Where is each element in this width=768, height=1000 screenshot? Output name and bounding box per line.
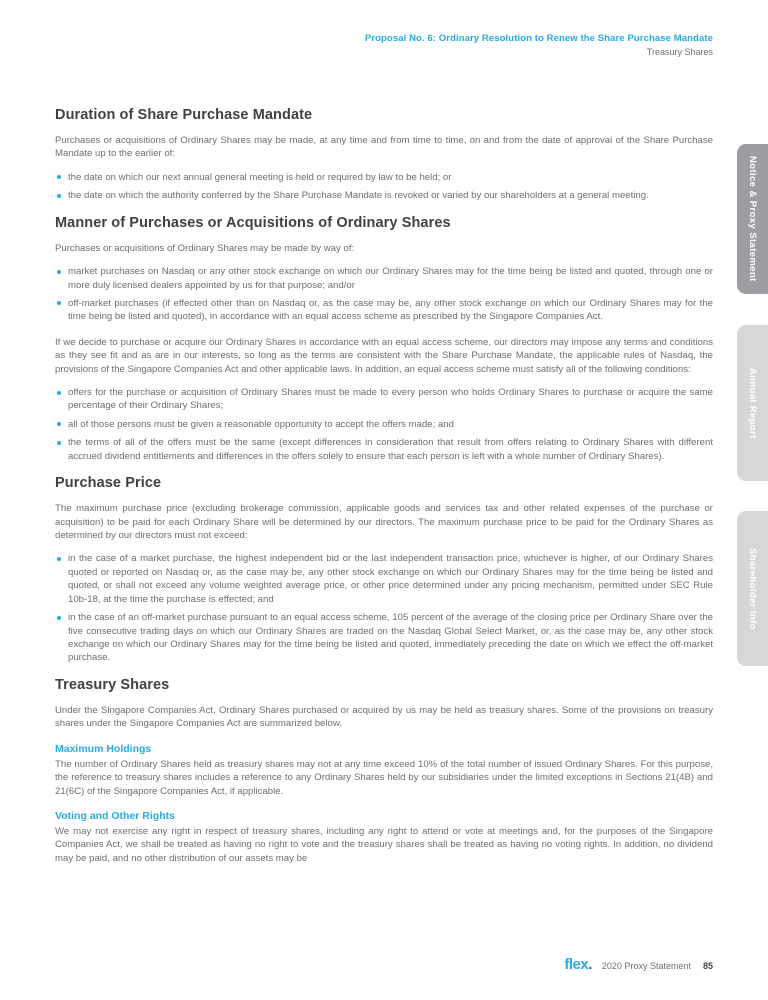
side-tab-shareholder-info[interactable] — [737, 511, 768, 666]
page-content — [55, 0, 713, 875]
bullet-list-duration — [55, 171, 713, 203]
subheading-voting-other-rights: Voting and Other Rights — [55, 809, 175, 822]
header-section-label: Treasury Shares — [646, 47, 713, 57]
bullet-list-manner-1 — [55, 265, 713, 324]
subheading-maximum-holdings: Maximum Holdings — [55, 742, 152, 755]
heading-duration: Duration of Share Purchase Mandate — [55, 107, 313, 123]
paragraph-maximum-holdings: The number of Ordinary Shares held as treasury shares may not at any time exceed 10% of the total number of issued Ordinary Shares. For this purpose, the reference to treasury shares includes a reference to any Ordinary Shares held by our subsidiaries under the limited exceptions in Sections 21(4B) and 21(6C) of the Singapore Companies Act, if applicable. — [55, 758, 713, 797]
side-tab-annual-report[interactable] — [737, 325, 768, 481]
page-number: 85 — [702, 961, 713, 971]
bullet-item: the date on which our next annual general meeting is held or required by law to be held; or — [55, 171, 713, 184]
side-tab-label: Notice & Proxy Statement — [747, 156, 758, 282]
heading-treasury-shares: Treasury Shares — [55, 676, 170, 693]
paragraph-manner-intro: Purchases or acquisitions of Ordinary Shares may be made by way of: — [55, 242, 355, 254]
bullet-item: in the case of an off-market purchase pursuant to an equal access scheme, 105 percent of the average of the closing price per Ordinary Share over the five consecutive trading days on which our Ordinary Shares are traded on the Nasdaq Global Select Market, or, as the case may be, any other stock exchange on which our Ordinary Shares may for the time being be listed and quoted, immediately preceding the date on which we effect the off-market purchase. — [55, 611, 713, 665]
bullet-item: off-market purchases (if effected other than on Nasdaq or, as the case may be, any other stock exchange on which our Ordinary Shares may for the time being be listed and quoted), in accordance with an equal access scheme as prescribed by the Singapore Companies Act. — [55, 297, 713, 324]
breadcrumb: Proposal No. 6: Ordinary Resolution to Renew the Share Purchase Mandate — [364, 33, 713, 44]
bullet-item: offers for the purchase or acquisition of Ordinary Shares must be made to every person who holds Ordinary Shares to purchase or acquire the same percentage of their Ordinary Shares; — [55, 386, 713, 413]
paragraph-treasury-intro: Under the Singapore Companies Act, Ordinary Shares purchased or acquired by us may be held as treasury shares. Some of the provisions on treasury shares under the Singapore Companies Act are summarized below. — [55, 704, 713, 730]
paragraph-purchase-price-intro: The maximum purchase price (excluding brokerage commission, applicable goods and services tax and other related expenses of the purchase or acquisition) to be paid for each Ordinary Share will be determined by our directors. The maximum purchase price to be paid for the Ordinary Shares as determined by our directors must not exceed: — [55, 503, 713, 542]
paragraph-duration-intro: Purchases or acquisitions of Ordinary Shares may be made, at any time and from time to time, on and from the date of approval of the Share Purchase Mandate up to the earlier of: — [55, 135, 713, 160]
page-footer — [564, 956, 713, 973]
bullet-item: the terms of all of the offers must be the same (except differences in consideration that result from offers relating to Ordinary Shares with different accrued dividend entitlements and differences in the offers solely to ensure that each person is left with a whole number of Ordinary Shares). — [55, 436, 713, 463]
heading-purchase-price: Purchase Price — [55, 475, 162, 492]
flex-logo-dot: . — [588, 956, 592, 973]
side-tab-label: Shareholder Info — [747, 547, 758, 630]
bullet-item: in the case of a market purchase, the highest independent bid or the last independent transaction price, whichever is higher, of our Ordinary Shares quoted or reported on Nasdaq or, as the case may be, any other stock exchange on which our Ordinary Shares may for the time being be listed and quoted, or shall not exceed any volume weighted average price, or other price determined under any pricing mechanism, permitted under SEC Rule 10b-18, at the time the purchase is effected; and — [55, 552, 713, 606]
flex-logo: flex. — [564, 956, 592, 973]
side-tab-label: Annual Report — [747, 367, 758, 439]
paragraph-voting-other-rights: We may not exercise any right in respect of treasury shares, including any right to attend or vote at meetings and, for the purposes of the Singapore Companies Act, we shall be treated as having no right to vote and the treasury shares shall be treated as having no voting rights. In addition, no dividend may be paid, and no other distribution of our assets may be — [55, 825, 713, 864]
bullet-list-manner-2 — [55, 386, 713, 463]
page-header — [55, 0, 713, 57]
bullet-item: market purchases on Nasdaq or any other stock exchange on which our Ordinary Shares may for the time being be listed and quoted, through one or more duly licensed dealers appointed by us for that purpose; and/or — [55, 265, 713, 292]
paragraph-manner-equal-access: If we decide to purchase or acquire our Ordinary Shares in accordance with an equal access scheme, our directors may impose any terms and conditions as they see fit and as are in our interests, so long as the terms are consistent with the Share Purchase Mandate, the applicable rules of Nasdaq, the provisions of the Singapore Companies Act and other applicable laws. In addition, an equal access scheme must satisfy all of the following conditions: — [55, 336, 713, 375]
side-tab-notice-proxy-statement[interactable] — [737, 144, 768, 294]
footer-statement-label: 2020 Proxy Statement — [601, 961, 691, 971]
bullet-item: all of those persons must be given a reasonable opportunity to accept the offers made; and — [55, 418, 713, 431]
heading-manner: Manner of Purchases or Acquisitions of Ordinary Shares — [55, 214, 451, 231]
bullet-item: the date on which the authority conferred by the Share Purchase Mandate is revoked or varied by our shareholders at a general meeting. — [55, 189, 713, 202]
bullet-list-purchase-price — [55, 552, 713, 664]
